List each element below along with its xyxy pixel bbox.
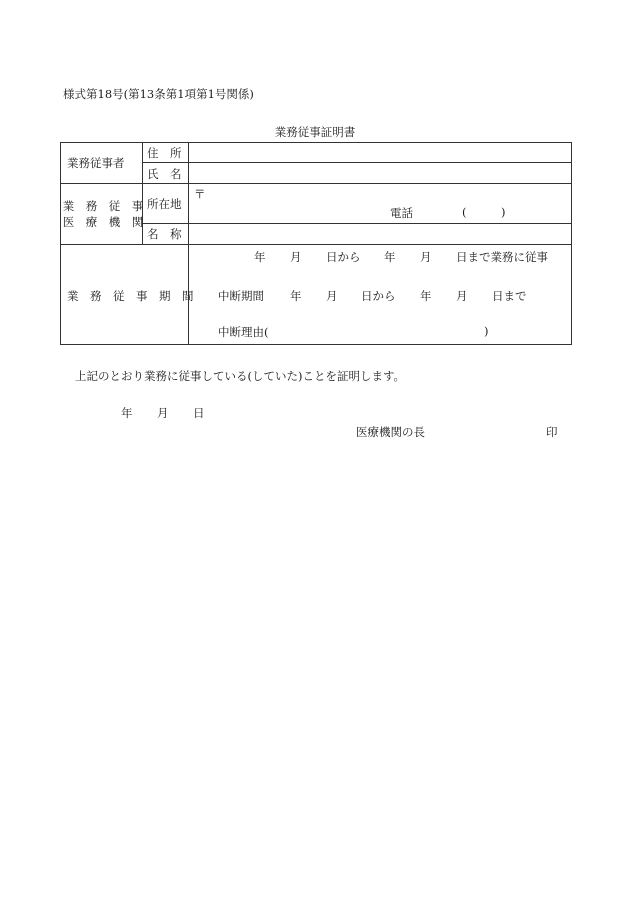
institution-label-line2: 医 療 機 関 <box>62 215 144 229</box>
worker-label: 業務従事者 <box>67 156 125 170</box>
suspension-reason-label: 中断理由( <box>218 325 269 339</box>
date-month: 月 <box>157 406 169 420</box>
suspension-end-day: 日まで <box>492 289 527 303</box>
institution-label <box>62 198 144 230</box>
period-end-year: 年 <box>384 250 396 264</box>
period-label: 業 務 従 事 期 間 <box>67 289 194 303</box>
seal-mark: 印 <box>546 425 558 439</box>
suspension-start-month: 月 <box>326 289 338 303</box>
form-number: 様式第18号(第13条第1項第1号関係) <box>63 87 254 101</box>
suspension-label: 中断期間 <box>218 289 264 303</box>
period-start-month: 月 <box>290 250 302 264</box>
suspension-reason-close: ) <box>484 324 489 338</box>
address-label: 住 所 <box>147 146 182 160</box>
document-title: 業務従事証明書 <box>274 125 356 139</box>
date-day: 日 <box>193 406 205 420</box>
phone-label: 電話 <box>390 206 413 220</box>
phone-paren-open: ( <box>462 205 467 219</box>
date-year: 年 <box>121 406 133 420</box>
institution-label-line1: 業 務 従 事 <box>62 199 144 213</box>
period-start-year: 年 <box>254 250 266 264</box>
row-divider <box>61 183 572 184</box>
institution-name-label: 名 称 <box>147 227 182 241</box>
period-start-day: 日から <box>326 250 361 264</box>
name-label: 氏 名 <box>147 167 182 181</box>
postal-mark: 〒 <box>194 187 206 201</box>
certification-statement: 上記のとおり業務に従事している(していた)ことを証明します。 <box>75 369 406 383</box>
suspension-start-year: 年 <box>290 289 302 303</box>
row-divider <box>61 244 572 245</box>
suspension-end-month: 月 <box>456 289 468 303</box>
suspension-end-year: 年 <box>420 289 432 303</box>
period-end-day: 日まで業務に従事 <box>456 250 548 264</box>
certificate-table <box>60 142 572 345</box>
period-end-month: 月 <box>420 250 432 264</box>
location-label: 所在地 <box>147 197 182 211</box>
suspension-start-day: 日から <box>361 289 396 303</box>
row-divider <box>142 223 572 224</box>
signer-title: 医療機関の長 <box>356 425 425 439</box>
column-divider <box>188 143 189 345</box>
phone-paren-close: ) <box>501 205 506 219</box>
row-divider <box>142 162 572 163</box>
